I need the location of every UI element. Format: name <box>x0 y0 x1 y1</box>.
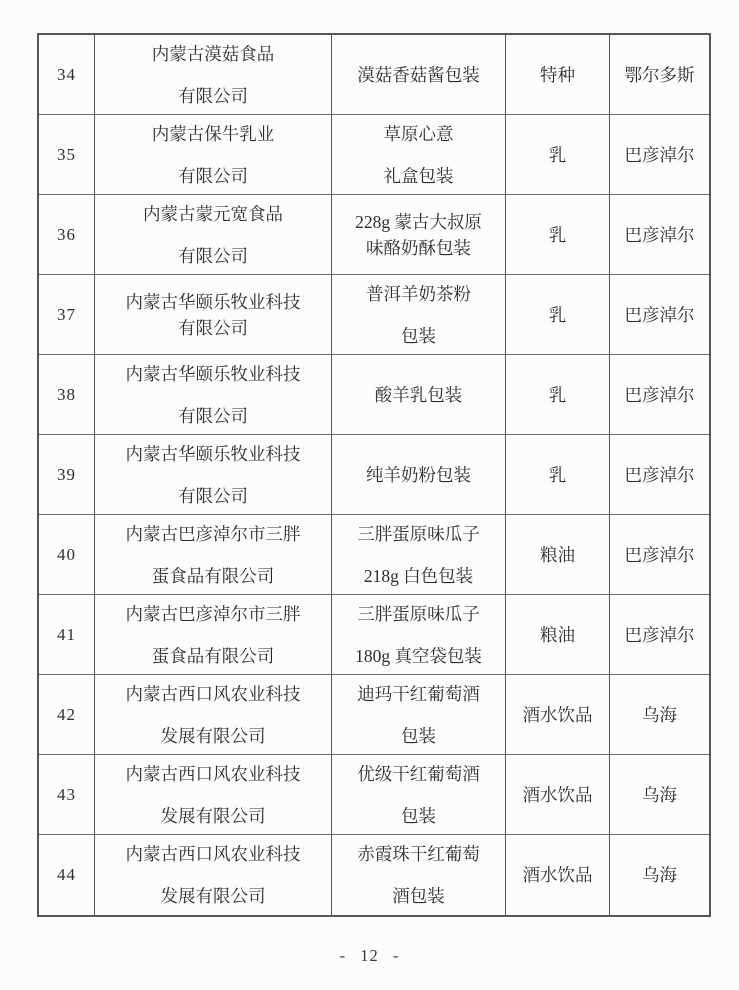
category-cell <box>506 675 610 754</box>
category-cell-line: 酒水饮品 <box>522 784 593 805</box>
row-number-cell <box>39 675 95 754</box>
city-cell <box>610 115 709 194</box>
company-cell <box>95 435 332 514</box>
category-cell-line: 乳 <box>548 464 567 485</box>
table-row <box>39 515 709 595</box>
company-cell-line: 有限公司 <box>178 317 248 338</box>
product-cell <box>332 675 506 754</box>
product-cell-line: 纯羊奶粉包装 <box>366 464 471 485</box>
company-cell-line: 内蒙古华颐乐牧业科技 <box>125 291 301 312</box>
product-cell-line: 包装 <box>401 805 436 826</box>
city-cell <box>610 515 709 594</box>
table-row <box>39 35 709 115</box>
company-cell <box>95 115 332 194</box>
product-cell <box>332 195 506 274</box>
city-cell-line: 巴彦淖尔 <box>624 224 695 245</box>
category-cell <box>506 595 610 674</box>
company-cell-line: 内蒙古保牛乳业 <box>151 123 275 144</box>
row-number-cell <box>39 115 95 194</box>
category-cell-line: 酒水饮品 <box>522 865 593 885</box>
category-cell <box>506 755 610 834</box>
category-cell <box>506 195 610 274</box>
table-row <box>39 755 709 835</box>
company-cell <box>95 835 332 915</box>
company-cell <box>95 515 332 594</box>
product-cell <box>332 35 506 114</box>
product-cell <box>332 835 506 915</box>
category-cell-line: 特种 <box>540 64 575 85</box>
category-cell <box>506 835 610 915</box>
company-cell-line: 内蒙古巴彦淖尔市三胖 <box>125 523 301 544</box>
company-cell-line: 有限公司 <box>178 85 248 106</box>
product-cell <box>332 515 506 594</box>
table-row <box>39 675 709 755</box>
row-number-cell <box>39 355 95 434</box>
category-cell <box>506 275 610 354</box>
city-cell <box>610 275 709 354</box>
company-cell-line: 有限公司 <box>178 485 248 506</box>
city-cell-line: 巴彦淖尔 <box>624 544 695 565</box>
table-row <box>39 115 709 195</box>
company-cell-line: 发展有限公司 <box>160 805 266 826</box>
company-cell-line: 内蒙古巴彦淖尔市三胖 <box>125 603 301 624</box>
category-cell-line: 粮油 <box>540 624 575 645</box>
row-number-cell <box>39 195 95 274</box>
product-cell-line: 三胖蛋原味瓜子 <box>357 523 480 544</box>
product-cell <box>332 355 506 434</box>
company-cell-line: 内蒙古蒙元宽食品 <box>143 203 283 224</box>
product-cell-line: 酒包装 <box>392 886 445 906</box>
page-footer <box>0 946 739 966</box>
category-cell-line: 乳 <box>548 304 567 325</box>
product-cell-line: 酸羊乳包装 <box>374 384 463 405</box>
product-cell-line: 三胖蛋原味瓜子 <box>357 603 480 624</box>
company-cell-line: 蛋食品有限公司 <box>151 565 275 586</box>
city-cell <box>610 35 709 114</box>
row-number-cell <box>39 755 95 834</box>
category-cell-line: 乳 <box>548 144 567 165</box>
table-row <box>39 355 709 435</box>
city-cell <box>610 755 709 834</box>
category-cell-line: 乳 <box>548 224 567 245</box>
page-number: - 12 - <box>339 946 400 965</box>
row-number-cell-line: 37 <box>57 304 76 324</box>
company-cell <box>95 595 332 674</box>
company-cell-line: 有限公司 <box>178 245 248 266</box>
product-cell <box>332 275 506 354</box>
product-cell-line: 漠菇香菇酱包装 <box>357 64 480 85</box>
product-cell <box>332 755 506 834</box>
row-number-cell-line: 43 <box>57 784 76 804</box>
row-number-cell-line: 40 <box>57 544 76 564</box>
company-cell-line: 有限公司 <box>178 405 248 426</box>
row-number-cell <box>39 595 95 674</box>
row-number-cell-line: 38 <box>57 384 76 404</box>
city-cell-line: 鄂尔多斯 <box>624 64 695 85</box>
city-cell <box>610 595 709 674</box>
company-cell-line: 内蒙古华颐乐牧业科技 <box>125 363 301 384</box>
city-cell-line: 巴彦淖尔 <box>624 624 695 645</box>
row-number-cell <box>39 275 95 354</box>
city-cell-line: 乌海 <box>642 784 677 805</box>
table-row <box>39 835 709 915</box>
city-cell <box>610 435 709 514</box>
city-cell-line: 巴彦淖尔 <box>624 304 695 325</box>
company-cell-line: 内蒙古华颐乐牧业科技 <box>125 443 301 464</box>
category-cell-line: 粮油 <box>540 544 575 565</box>
city-cell-line: 乌海 <box>642 865 677 885</box>
city-cell-line: 巴彦淖尔 <box>624 384 695 405</box>
company-cell <box>95 275 332 354</box>
product-cell <box>332 595 506 674</box>
table-row <box>39 275 709 355</box>
city-cell <box>610 835 709 915</box>
row-number-cell <box>39 515 95 594</box>
company-cell-line: 内蒙古西口风农业科技 <box>125 763 301 784</box>
category-cell-line: 乳 <box>548 384 567 405</box>
city-cell <box>610 675 709 754</box>
city-cell-line: 巴彦淖尔 <box>624 144 695 165</box>
category-cell <box>506 35 610 114</box>
row-number-cell-line: 41 <box>57 624 76 644</box>
company-cell <box>95 195 332 274</box>
product-cell-line: 味酪奶酥包装 <box>366 237 471 258</box>
company-cell-line: 内蒙古西口风农业科技 <box>125 683 301 704</box>
city-cell-line: 巴彦淖尔 <box>624 464 695 485</box>
company-cell <box>95 675 332 754</box>
product-cell-line: 礼盒包装 <box>383 165 454 186</box>
city-cell-line: 乌海 <box>642 704 677 725</box>
row-number-cell <box>39 35 95 114</box>
document-table <box>37 33 711 917</box>
product-cell-line: 包装 <box>401 725 436 746</box>
company-cell-line: 蛋食品有限公司 <box>151 645 275 666</box>
product-cell-line: 普洱羊奶茶粉 <box>366 283 471 304</box>
category-cell <box>506 355 610 434</box>
city-cell <box>610 355 709 434</box>
company-cell <box>95 755 332 834</box>
category-cell <box>506 515 610 594</box>
product-cell-line: 优级干红葡萄酒 <box>357 763 480 784</box>
row-number-cell-line: 34 <box>57 64 76 84</box>
row-number-cell-line: 35 <box>57 144 76 164</box>
product-cell-line: 180g 真空袋包装 <box>355 645 482 666</box>
table-row <box>39 195 709 275</box>
company-cell <box>95 355 332 434</box>
company-cell-line: 有限公司 <box>178 165 248 186</box>
product-cell-line: 228g 蒙古大叔原 <box>355 211 482 232</box>
category-cell-line: 酒水饮品 <box>522 704 593 725</box>
product-cell-line: 草原心意 <box>383 123 454 144</box>
product-cell-line: 赤霞珠干红葡萄 <box>357 844 480 864</box>
category-cell <box>506 115 610 194</box>
product-cell-line: 218g 白色包装 <box>363 565 474 586</box>
row-number-cell-line: 42 <box>57 704 76 724</box>
company-cell-line: 内蒙古漠菇食品 <box>151 43 275 64</box>
company-cell-line: 发展有限公司 <box>160 725 266 746</box>
product-cell-line: 迪玛干红葡萄酒 <box>357 683 480 704</box>
table-row <box>39 435 709 515</box>
row-number-cell <box>39 435 95 514</box>
product-cell <box>332 115 506 194</box>
table-row <box>39 595 709 675</box>
city-cell <box>610 195 709 274</box>
row-number-cell-line: 36 <box>57 224 76 244</box>
row-number-cell-line: 44 <box>57 865 76 884</box>
company-cell-line: 发展有限公司 <box>160 886 266 906</box>
row-number-cell-line: 39 <box>57 464 76 484</box>
company-cell <box>95 35 332 114</box>
product-cell-line: 包装 <box>401 325 436 346</box>
product-cell <box>332 435 506 514</box>
category-cell <box>506 435 610 514</box>
company-cell-line: 内蒙古西口风农业科技 <box>125 844 301 864</box>
row-number-cell <box>39 835 95 915</box>
